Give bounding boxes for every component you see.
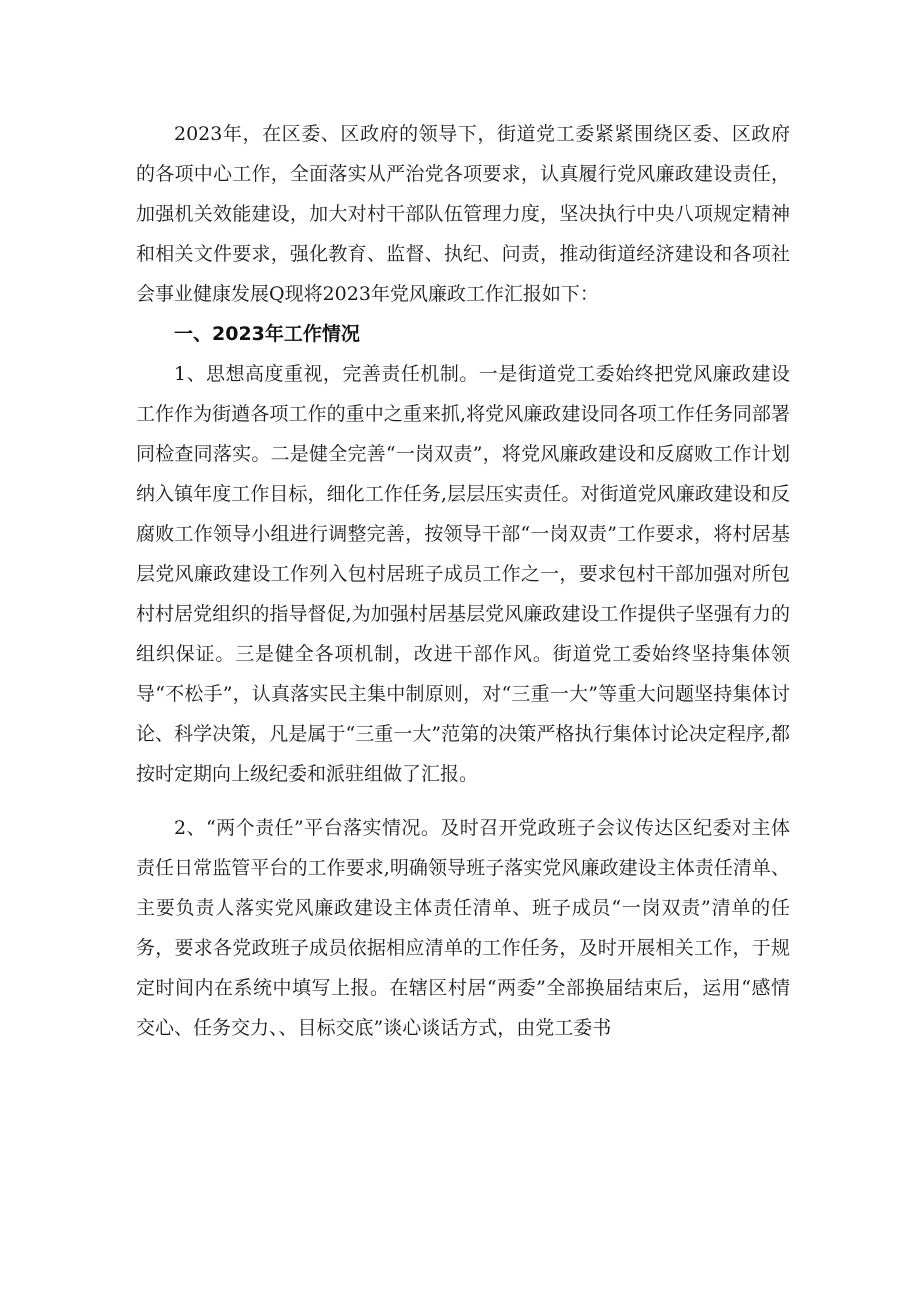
section-heading: 一、2023年工作情况 [174,323,360,345]
item-2-paragraph: 2、“两个责任”平台落实情况。及时召开党政班子会议传达区纪委对主体责任日常监管平台的工作要求,明确领导班子落实党风廉政建设主体责任清单、主要负责人落实党风廉政建设主体责任清单、班子成员“一岗双责”清单的任务，要求各党政班子成员依据相应清单的工作任务，及时开展相关工作，于规定时间内在系统中填写上报。在辖区村居“两委”全部换届结束后，运用“感情交心、任务交力、、目标交底”谈心谈话方式，由党工委书 [136,817,790,1039]
document-body [136,114,790,1048]
item-1-paragraph: 1、思想高度重视，完善责任机制。一是街道党工委始终把党风廉政建设工作作为街遒各项工作的重中之重来抓,将党风廉政建设同各项工作任务同部署同检查同落实。二是健全完善“一岗双责”，将党风廉政建设和反腐败工作计划纳入镇年度工作目标，细化工作任务,层层压实责任。对街道党风廉政建设和反腐败工作领导小组进行调整完善，按领导干部“一岗双责”工作要求，将村居基层党风廉政建设工作列入包村居班子成员工作之一，要求包村干部加强对所包村村居党组织的指导督促,为加强村居基层党风廉政建设工作提供子坚强有力的组织保证。三是健全各项机制，改进干部作风。街道党工委始终坚持集体领导“不松手”，认真落实民主集中制原则，对“三重一大”等重大问题坚持集体讨论、科学决策，凡是属于“三重一大”范第的决策严格执行集体讨论决定程序,都按时定期向上级纪委和派驻组做了汇报。 [136,363,790,785]
intro-paragraph: 2023年，在区委、区政府的领导下，街道党工委紧紧围绕区委、区政府的各项中心工作，全面落实从严治党各项要求，认真履行党风廉政建设责任，加强机关效能建设，加大对村干部队伍管理力度，坚决执行中央八项规定精神和相关文件要求，强化教育、监督、执纪、问责，推动街道经济建设和各项社会事业健康发展Q现将2023年党风廉政工作汇报如下： [136,123,790,305]
